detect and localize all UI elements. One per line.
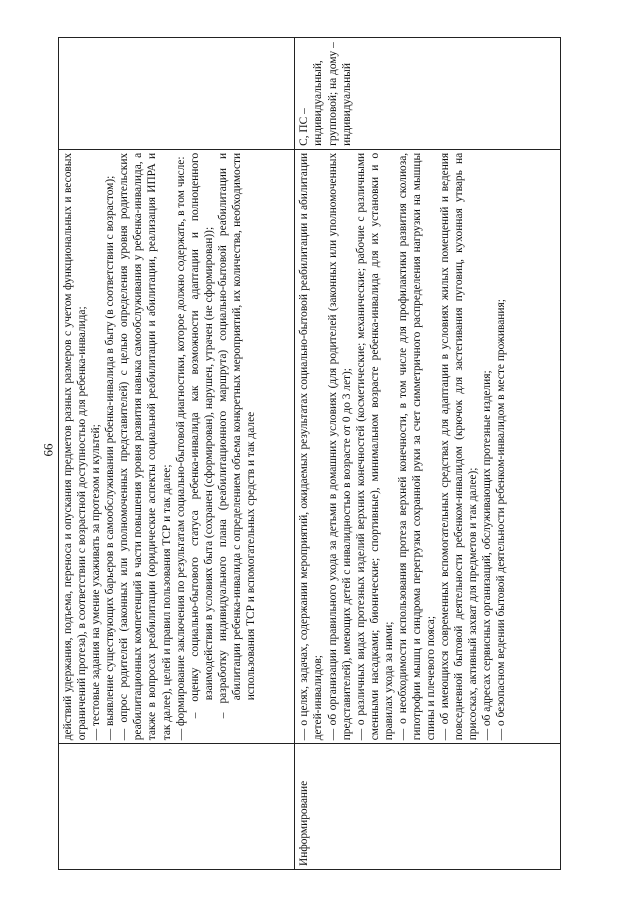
row1-sub-item: – разработку индивидуального плана (реабилитационного маршрута) социально-бытовой реабилитации и абилитации ребенка-инвалида с определением объема конкретных мероприятий, их количества, необходимости использования ТСР и вспомогательных средств и так далее xyxy=(216,152,258,719)
row1-line: — выявление существующих барьеров в самообслуживании ребенка-инвалида в быту (в соответствии с возрастом); xyxy=(104,175,117,741)
row2-line: — о необходимости использования протеза верхней конечности, в том числе для профилактики развития сколиоза, гипотрофии мышц и синдрома перегрузки сохранной руки за счет симметричного распределения нагрузки на мышцы спины и плечевого пояса; xyxy=(396,152,438,741)
page-number-text: 66 xyxy=(40,443,55,457)
row2-topic-text: Информирование xyxy=(298,780,311,866)
row2-topic-cell xyxy=(295,744,561,870)
table-row xyxy=(295,38,561,870)
row2-content-cell xyxy=(295,149,561,743)
row2-line: — об организации правильного ухода за детьми в домашних условиях (для родителей (законных или уполномоченных представителей), имеющих детей с инвалидностью в возрасте от 0 до 3 лет); xyxy=(326,152,353,741)
table-row xyxy=(59,38,295,870)
row2-line: — о различных видах протезных изделий верхних конечностей (косметические; механические; рабочие с различными сменными насадками; бионические; спортивные), минимальном возрасте ребенка-инвалида для их установки и о правилах ухода за ними; xyxy=(354,152,395,741)
services-table xyxy=(58,37,561,870)
row1-sub-item: – оценку социально-бытового статуса ребенка-инвалида как возможности адаптации и полноценного взаимодействия в условиях быта (сохранен (сформирован), нарушен, утрачен (не сформирован)); xyxy=(188,152,215,719)
row2-form-text: С, ПС – индивидуальный, групповой; на дому – индивидуальный xyxy=(298,42,353,146)
row2-line: — об имеющихся современных вспомогательных средствах для адаптации в условиях жилых помещений и ведения повседневной бытовой деятельности ребенком-инвалидом (крючок для застегивания пуговиц, кухонная утварь на присосках, активный захват для предметов и так далее); xyxy=(439,152,480,741)
row1-line: — опрос родителей (законных или уполномоченных представителей) с целью определения уровня родительских реабилитационных компетенций в части повышения уровня развития навыка самообслуживания у ребенка-инвалида, а также в вопросах реабилитации (юридические аспекты социальной реабилитации и абилитации, реализация ИПРА и так далее), целей и правил пользования ТСР и так далее; xyxy=(118,152,173,741)
row2-line: — об адресах сервисных организаций, обслуживающих протезные изделия; xyxy=(481,370,494,741)
row1-topic-cell xyxy=(59,744,295,870)
row1-content-cell xyxy=(59,149,295,743)
row1-line: — формирование заключения по результатам социально-бытовой диагностики, которое должно содержать, в том числе: xyxy=(174,156,187,741)
row1-line: — тестовые задания на умение ухаживать за протезом и культей; xyxy=(90,424,103,741)
row1-line: действий удержания, подъема, переноса и опускания предметов разных размеров с учетом функциональных и весовых ограничений протеза), в соответствии с возрастной доступностью для ребенка-инвалида; xyxy=(62,152,89,741)
row2-line: — о безопасном ведении бытовой деятельности ребенком-инвалидом в месте проживания; xyxy=(495,299,508,741)
row2-line: — о целях, задачах, содержании мероприятий, ожидаемых результатах социально-бытовой реабилитации и абилитации детей-инвалидов; xyxy=(298,152,325,741)
row2-form-cell xyxy=(295,38,561,150)
row1-form-cell xyxy=(59,38,295,150)
